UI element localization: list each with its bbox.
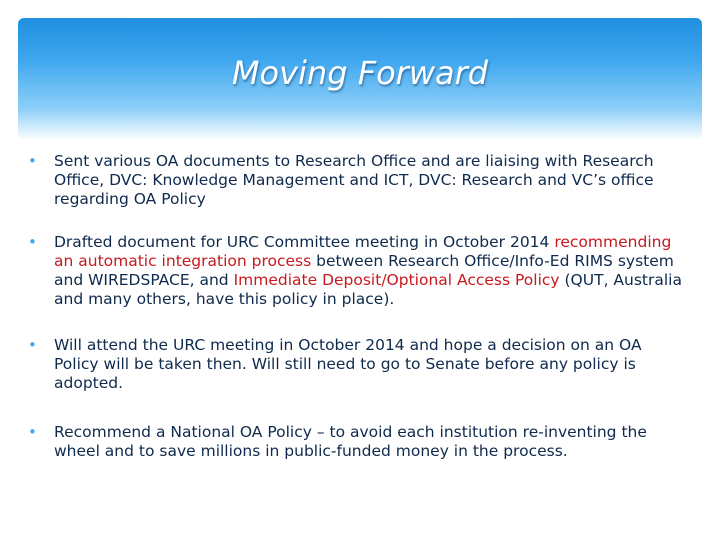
bullet-item — [28, 336, 688, 393]
bullet-text: Sent various OA documents to Research Office and are liaising with Research Office, DVC: Knowledge Management and ICT, DVC: Research and VC’s office regarding OA Policy — [54, 152, 654, 208]
bullet-text: (QUT, Australia and many others, have this policy in place). — [54, 271, 682, 308]
bullet-item — [28, 233, 688, 309]
highlight-text: Immediate Deposit/Optional Access Policy — [233, 271, 560, 289]
bullet-dot-icon: • — [28, 423, 37, 441]
bullet-list — [28, 152, 688, 485]
bullet-dot-icon: • — [28, 233, 37, 251]
bullet-item — [28, 423, 688, 461]
bullet-text: between Research Office/Info-Ed RIMS system and WIREDSPACE, and — [54, 252, 674, 289]
bullet-dot-icon: • — [28, 152, 37, 170]
bullet-dot-icon: • — [28, 336, 37, 354]
bullet-text: Recommend a National OA Policy – to avoid each institution re-inventing the wheel and to save millions in public-funded money in the process. — [54, 423, 647, 460]
highlight-text: recommending an automatic integration process — [54, 233, 672, 270]
bullet-text: Will attend the URC meeting in October 2014 and hope a decision on an OA Policy will be taken then. Will still need to go to Senate before any policy is adopted. — [54, 336, 642, 392]
bullet-item — [28, 152, 688, 209]
bullet-text: Drafted document for URC Committee meeting in October 2014 — [54, 233, 555, 251]
slide-title: Moving Forward — [231, 54, 489, 92]
